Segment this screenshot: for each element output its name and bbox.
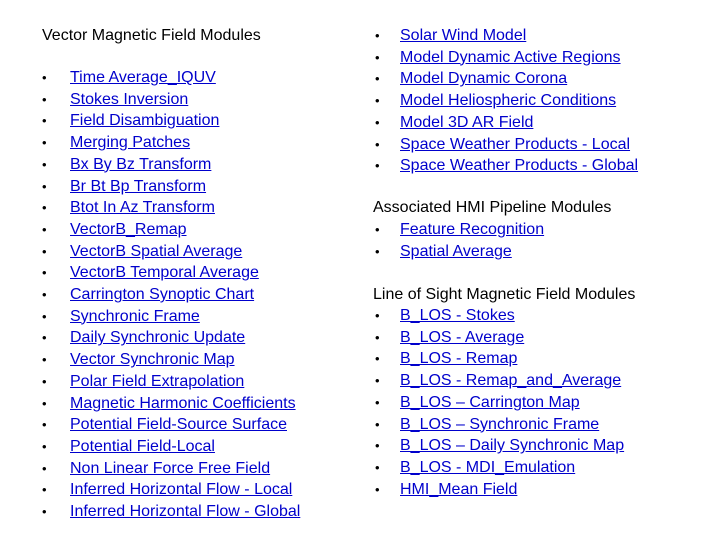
bullet: • [42, 91, 47, 107]
bullet: • [42, 265, 47, 281]
bullet: • [42, 482, 47, 498]
module-link[interactable]: Synchronic Frame [70, 307, 200, 325]
vector-modules-heading: Vector Magnetic Field Modules [42, 27, 261, 44]
list-item [0, 90, 360, 110]
bullet: • [375, 308, 380, 323]
module-link[interactable]: Magnetic Harmonic Coefficients [70, 394, 296, 412]
list-item [0, 68, 360, 88]
module-link[interactable]: Daily Synchronic Update [70, 329, 246, 347]
bullet: • [375, 351, 380, 367]
module-link[interactable]: VectorB Temporal Average [70, 264, 259, 282]
bullet: • [42, 460, 47, 476]
module-link[interactable]: Potential Field-Local [70, 437, 215, 455]
list-item [360, 371, 720, 391]
list-item [360, 480, 720, 500]
bullet: • [42, 330, 47, 346]
list-item [0, 111, 360, 131]
list-item [360, 458, 720, 478]
list-item [0, 133, 360, 153]
list-item [360, 393, 720, 413]
module-link[interactable]: VectorB_Remap [70, 220, 187, 238]
list-item [360, 135, 720, 155]
list-item [360, 156, 720, 176]
bullet: • [375, 329, 380, 345]
bullet: • [42, 417, 47, 433]
list-item [0, 394, 360, 414]
bullet: • [375, 438, 380, 454]
module-link[interactable]: Feature Recognition [400, 221, 545, 238]
bullet: • [42, 200, 47, 216]
list-item [360, 220, 720, 240]
list-item [360, 48, 720, 68]
module-link[interactable]: Potential Field-Source Surface [70, 416, 287, 434]
module-link[interactable]: Model 3D AR Field [400, 113, 534, 131]
module-link[interactable]: Spatial Average [400, 242, 512, 260]
module-link[interactable]: B_LOS - Remap_and_Average [400, 372, 622, 390]
module-link[interactable]: B_LOS – Daily Synchronic Map [400, 437, 625, 455]
module-link[interactable]: VectorB Spatial Average [70, 242, 243, 260]
module-link[interactable]: B_LOS – Carrington Map [400, 393, 580, 411]
list-item [360, 113, 720, 133]
bullet: • [42, 373, 47, 389]
list-item [0, 155, 360, 175]
bullet: • [42, 308, 47, 324]
module-link[interactable]: Inferred Horizontal Flow - Local [70, 481, 293, 499]
list-item [0, 415, 360, 435]
bullet: • [42, 113, 47, 129]
list-item [0, 372, 360, 392]
bullet: • [42, 395, 47, 411]
bullet: • [375, 71, 380, 87]
list-item [360, 415, 720, 435]
list-item [360, 242, 720, 262]
bullet: • [375, 373, 380, 389]
list-item [0, 502, 360, 522]
module-link[interactable]: Model Dynamic Active Regions [400, 48, 621, 66]
bullet: • [42, 178, 47, 194]
module-link[interactable]: Btot In Az Transform [70, 199, 215, 217]
list-item [360, 306, 720, 326]
module-link[interactable]: Stokes Inversion [70, 90, 189, 108]
list-item [0, 177, 360, 197]
los-modules-heading: Line of Sight Magnetic Field Modules [373, 286, 636, 303]
module-link[interactable]: B_LOS – Synchronic Frame [400, 415, 600, 433]
list-item [0, 350, 360, 370]
list-item [0, 263, 360, 283]
bullet: • [42, 243, 47, 259]
bullet: • [375, 49, 380, 65]
bullet: • [42, 504, 47, 519]
bullet: • [375, 243, 380, 259]
module-link[interactable]: Bx By Bz Transform [70, 155, 212, 173]
module-link[interactable]: Space Weather Products - Local [400, 135, 631, 153]
bullet: • [375, 114, 380, 130]
module-link[interactable]: Merging Patches [70, 134, 191, 152]
module-link[interactable]: Polar Field Extrapolation [70, 372, 245, 390]
bullet: • [375, 28, 380, 43]
bullet: • [42, 156, 47, 172]
module-link[interactable]: B_LOS - MDI_Emulation [400, 458, 576, 476]
bullet: • [375, 416, 380, 432]
list-item [360, 91, 720, 111]
list-item [0, 459, 360, 479]
list-item [0, 198, 360, 218]
bullet: • [42, 70, 47, 85]
module-link[interactable]: Br Bt Bp Transform [70, 177, 207, 195]
bullet: • [42, 352, 47, 368]
module-link[interactable]: Carrington Synoptic Chart [70, 286, 255, 303]
bullet: • [42, 438, 47, 454]
bullet: • [375, 481, 380, 497]
module-link[interactable]: Model Dynamic Corona [400, 70, 568, 88]
list-item [360, 26, 720, 46]
list-item [0, 437, 360, 457]
bullet: • [375, 93, 380, 109]
list-item [0, 480, 360, 500]
list-item [360, 436, 720, 456]
bullet: • [375, 459, 380, 475]
module-link[interactable]: HMI_Mean Field [400, 480, 518, 498]
list-item [0, 220, 360, 240]
list-item [0, 285, 360, 305]
list-item [360, 69, 720, 89]
module-link[interactable]: Inferred Horizontal Flow - Global [70, 503, 301, 520]
module-link[interactable]: Vector Synchronic Map [70, 351, 235, 369]
list-item [0, 328, 360, 348]
bullet: • [375, 394, 380, 410]
module-link[interactable]: Time Average_IQUV [70, 69, 216, 86]
module-link[interactable]: Solar Wind Model [400, 27, 527, 44]
module-link[interactable]: B_LOS - Stokes [400, 307, 515, 324]
list-item [360, 328, 720, 348]
module-link[interactable]: Field Disambiguation [70, 112, 220, 130]
bullet: • [375, 136, 380, 152]
pipeline-modules-heading: Associated HMI Pipeline Modules [373, 199, 612, 216]
module-link[interactable]: B_LOS - Average [400, 328, 525, 346]
module-link[interactable]: Model Heliospheric Conditions [400, 92, 617, 110]
list-item [0, 242, 360, 262]
module-link[interactable]: Space Weather Products - Global [400, 157, 639, 175]
list-item [360, 349, 720, 369]
module-link[interactable]: Non Linear Force Free Field [70, 459, 271, 477]
bullet: • [42, 287, 47, 302]
bullet: • [42, 135, 47, 151]
list-item [0, 307, 360, 327]
bullet: • [42, 221, 47, 237]
bullet: • [375, 158, 380, 174]
module-link[interactable]: B_LOS - Remap [400, 350, 518, 368]
bullet: • [375, 222, 380, 237]
